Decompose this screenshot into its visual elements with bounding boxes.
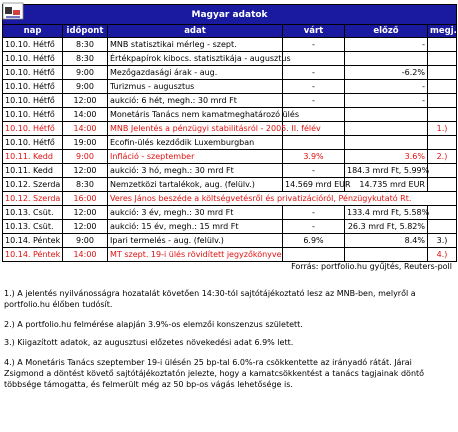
- time-cell: 8:30: [63, 178, 108, 192]
- column-header: adat: [108, 25, 283, 38]
- time-cell: 12:00: [63, 94, 108, 108]
- event-cell: aukció: 15 év, megh.: 15 mrd Ft: [108, 220, 283, 234]
- expected-cell: -: [283, 38, 345, 52]
- day-cell: 10.13. Csüt.: [3, 206, 63, 220]
- expected-cell: [283, 52, 345, 66]
- note-ref-cell: [428, 80, 457, 94]
- day-cell: 10.12. Szerda: [3, 178, 63, 192]
- time-cell: 14:00: [63, 108, 108, 122]
- day-cell: 10.11. Kedd: [3, 164, 63, 178]
- previous-cell: -: [345, 94, 428, 108]
- note-ref-cell: 1.): [428, 122, 457, 136]
- note-ref-cell: [428, 108, 457, 122]
- expected-cell: [283, 136, 345, 150]
- note-ref-cell: [428, 164, 457, 178]
- previous-cell: 8.4%: [345, 234, 428, 248]
- event-cell: Monetáris Tanács nem kamatmeghatározó ülés: [108, 108, 283, 122]
- table-row: [3, 248, 457, 262]
- note-ref-cell: [428, 178, 457, 192]
- note-ref-cell: [428, 66, 457, 80]
- note-ref-cell: [428, 206, 457, 220]
- note-ref-cell: 3.): [428, 234, 457, 248]
- note-ref-cell: [428, 220, 457, 234]
- day-cell: 10.14. Péntek: [3, 234, 63, 248]
- time-cell: 9:00: [63, 150, 108, 164]
- event-cell: MT szept. 19-i ülés rövidített jegyzőkönyve: [108, 248, 283, 262]
- day-cell: 10.10. Hétfő: [3, 38, 63, 52]
- footnote-3: 3.) Kiigazított adatok, az augusztusi előzetes növekedési adat 6.9% lett.: [4, 338, 294, 347]
- previous-cell: [345, 108, 428, 122]
- expected-cell: -: [283, 164, 345, 178]
- table-row: [3, 136, 457, 150]
- event-cell: aukció: 3 hó, megh.: 30 mrd Ft: [108, 164, 283, 178]
- event-cell: aukció: 6 hét, megh.: 30 mrd Ft: [108, 94, 283, 108]
- portfolio-logo-icon: [2, 2, 24, 20]
- table-row: [3, 94, 457, 108]
- event-cell: Ipari termelés - aug. (felülv.): [108, 234, 283, 248]
- table-row: [3, 80, 457, 94]
- time-cell: 9:00: [63, 234, 108, 248]
- footnote-2: 2.) A portfolio.hu felmérése alapján 3.9%-os elemzői konszenzus született.: [4, 320, 303, 329]
- note-ref-cell: [428, 94, 457, 108]
- time-cell: 9:00: [63, 80, 108, 94]
- previous-cell: 133.4 mrd Ft, 5.58%: [345, 206, 428, 220]
- day-cell: 10.13. Csüt.: [3, 220, 63, 234]
- time-cell: 19:00: [63, 136, 108, 150]
- column-header-row: [3, 25, 457, 38]
- time-cell: 14:00: [63, 122, 108, 136]
- table-body: [3, 38, 457, 262]
- table-row: [3, 38, 457, 52]
- footnote-4: 4.) A Monetáris Tanács szeptember 19-i ülésén 25 bp-tal 6.0%-ra csökkentette az irányadó rátát. Járai Zsigmond a döntést követő sajtótájékoztatón jelezte, hogy a kamatcsökkentést a tanács tagjainak döntő többsége támogatta, és felmerült még az 50 bp-os vágás lehetősége is.: [4, 358, 425, 389]
- previous-cell: -6.2%: [345, 66, 428, 80]
- time-cell: 9:00: [63, 66, 108, 80]
- column-header: nap: [3, 25, 63, 38]
- table-row: [3, 122, 457, 136]
- event-cell: aukció: 3 év, megh.: 30 mrd Ft: [108, 206, 283, 220]
- day-cell: 10.10. Hétfő: [3, 122, 63, 136]
- note-ref-cell: [428, 52, 457, 66]
- expected-cell: [283, 248, 345, 262]
- expected-cell: 6.9%: [283, 234, 345, 248]
- previous-cell: 14.735 mrd EUR: [345, 178, 428, 192]
- expected-cell: -: [283, 94, 345, 108]
- column-header: előző: [345, 25, 428, 38]
- day-cell: 10.10. Hétfő: [3, 108, 63, 122]
- time-cell: 8:30: [63, 52, 108, 66]
- previous-cell: -: [345, 38, 428, 52]
- source-note: Forrás: portfolio.hu gyűjtés, Reuters-poll: [291, 262, 452, 271]
- event-cell: Nemzetközi tartalékok, aug. (felülv.): [108, 178, 283, 192]
- time-cell: 16:00: [63, 192, 108, 206]
- table-row: [3, 52, 457, 66]
- table-row: [3, 178, 457, 192]
- table-row: [3, 108, 457, 122]
- expected-cell: -: [283, 206, 345, 220]
- previous-cell: [345, 122, 428, 136]
- table-row: [3, 150, 457, 164]
- note-ref-cell: [428, 38, 457, 52]
- time-cell: 12:00: [63, 220, 108, 234]
- table-row: [3, 192, 457, 206]
- events-table: [2, 4, 457, 262]
- previous-cell: 184.3 mrd Ft, 5.99%: [345, 164, 428, 178]
- table-title: Magyar adatok: [3, 5, 457, 25]
- day-cell: 10.10. Hétfő: [3, 66, 63, 80]
- event-cell: MNB Jelentés a pénzügyi stabilitásról - 2005. II. félév: [108, 122, 283, 136]
- day-cell: 10.10. Hétfő: [3, 80, 63, 94]
- day-cell: 10.10. Hétfő: [3, 94, 63, 108]
- day-cell: 10.10. Hétfő: [3, 136, 63, 150]
- time-cell: 14:00: [63, 248, 108, 262]
- event-cell: Értékpapírok kibocs. statisztikája - augusztus: [108, 52, 283, 66]
- table-row: [3, 66, 457, 80]
- column-header: várt: [283, 25, 345, 38]
- time-cell: 12:00: [63, 164, 108, 178]
- note-ref-cell: [428, 136, 457, 150]
- event-cell: Ecofin-ülés kezdődik Luxemburgban: [108, 136, 283, 150]
- expected-cell: 3.9%: [283, 150, 345, 164]
- event-cell: Turizmus - augusztus: [108, 80, 283, 94]
- note-ref-cell: 2.): [428, 150, 457, 164]
- day-cell: 10.11. Kedd: [3, 150, 63, 164]
- expected-cell: 14.569 mrd EUR: [283, 178, 345, 192]
- day-cell: 10.14. Péntek: [3, 248, 63, 262]
- event-cell: Infláció - szeptember: [108, 150, 283, 164]
- previous-cell: [345, 52, 428, 66]
- expected-cell: -: [283, 220, 345, 234]
- table-row: [3, 164, 457, 178]
- note-ref-cell: 4.): [428, 248, 457, 262]
- table-row: [3, 206, 457, 220]
- expected-cell: -: [283, 80, 345, 94]
- event-cell: Mezőgazdasági árak - aug.: [108, 66, 283, 80]
- previous-cell: 3.6%: [345, 150, 428, 164]
- day-cell: 10.12. Szerda: [3, 192, 63, 206]
- footnote-1: 1.) A jelentés nyilvánosságra hozatalát követően 14:30-tól sajtótájékoztató lesz az MNB-ben, melyről a portfolio.hu élőben tudósít.: [4, 289, 416, 309]
- table-row: [3, 234, 457, 248]
- column-header: időpont: [63, 25, 108, 38]
- expected-cell: -: [283, 66, 345, 80]
- day-cell: 10.10. Hétfő: [3, 52, 63, 66]
- previous-cell: -: [345, 80, 428, 94]
- column-header: megj.: [428, 25, 457, 38]
- time-cell: 8:30: [63, 38, 108, 52]
- event-cell: MNB statisztikai mérleg - szept.: [108, 38, 283, 52]
- previous-cell: [345, 248, 428, 262]
- previous-cell: [345, 136, 428, 150]
- time-cell: 12:00: [63, 206, 108, 220]
- event-cell: Veres János beszéde a költségvetésről és privatizációról, Pénzügykutató Rt.: [108, 192, 457, 206]
- previous-cell: 26.3 mrd Ft, 5.82%: [345, 220, 428, 234]
- table-row: [3, 220, 457, 234]
